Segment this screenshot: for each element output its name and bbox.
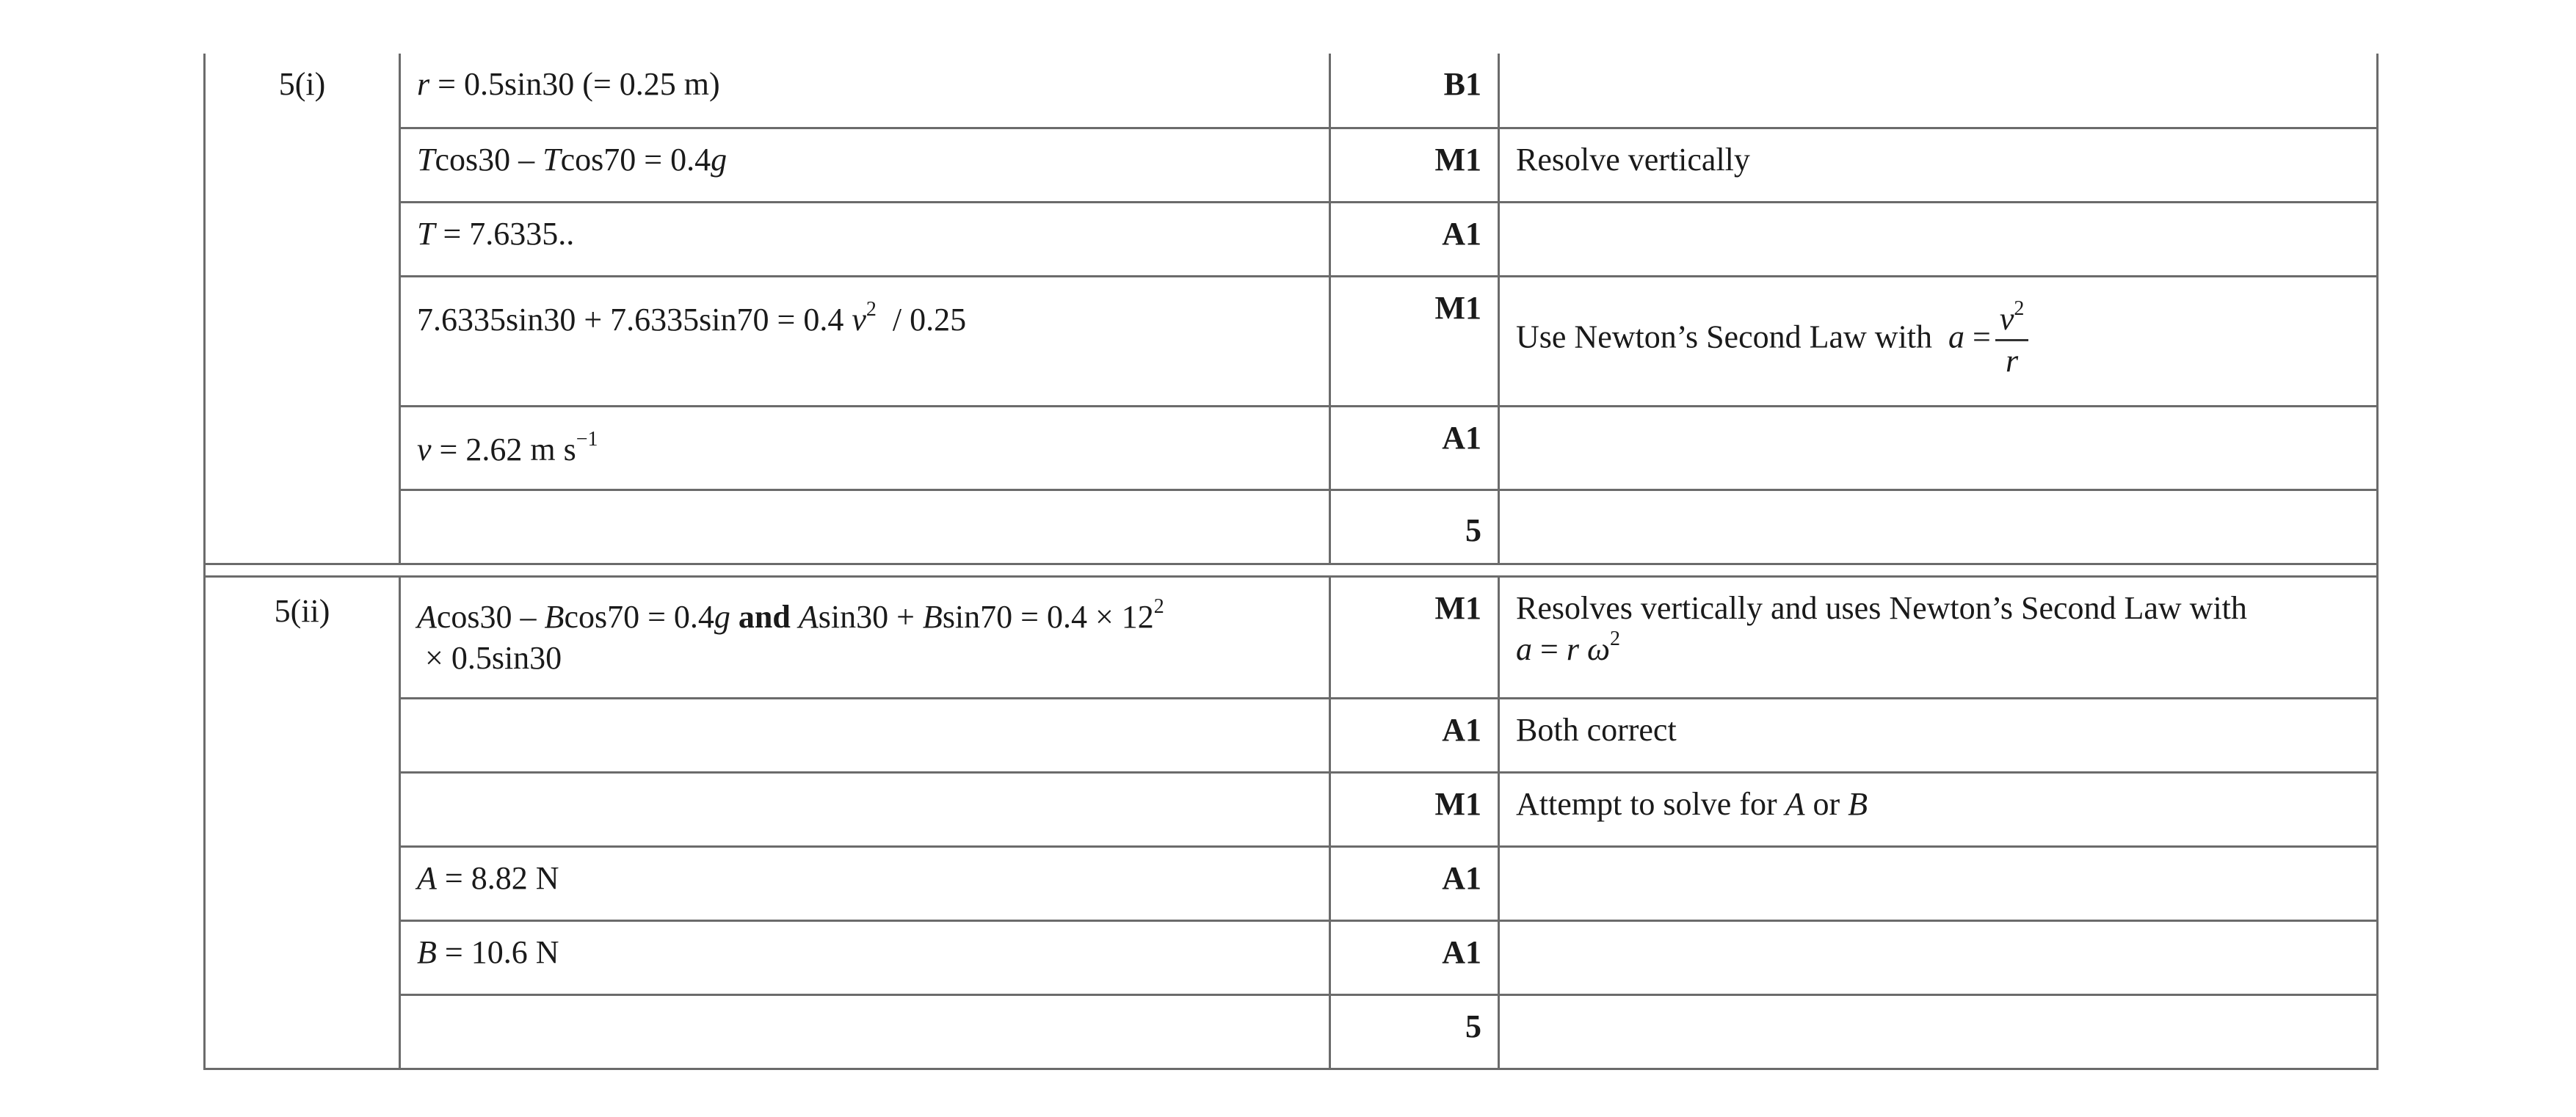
guidance-cell [1499,994,2378,1069]
table-row [205,920,2378,994]
mark-cell: A1 [1330,920,1499,994]
answer-cell: B = 10.6 N [400,920,1330,994]
total-mark-cell: 5 [1330,490,1499,564]
answer-cell [400,772,1330,846]
guidance-cell [1499,406,2378,490]
answer-cell: A = 8.82 N [400,846,1330,920]
guidance-cell [1499,490,2378,564]
table-row [205,54,2378,128]
answer-cell: v = 2.62 m $s^{-1}$ [400,406,1330,490]
answer-cell: r = 0.5sin30 (= 0.25 m) [400,54,1330,128]
guidance-cell: Resolve vertically [1499,128,2378,202]
guidance-cell [1499,846,2378,920]
answer-cell: 7.6335sin30 + 7.6335sin70 = 0.4 $v^2 / 0.25$ [400,276,1330,406]
mark-cell: M1 [1330,276,1499,406]
mark-cell: A1 [1330,406,1499,490]
mark-cell: M1 [1330,576,1499,698]
table-row [205,846,2378,920]
guidance-cell: Both correct [1499,698,2378,772]
mark-cell: A1 [1330,846,1499,920]
question-number: 5(ii) [205,576,400,1069]
answer-cell [400,490,1330,564]
section-separator [205,564,2378,576]
table-row [205,576,2378,698]
fraction: $\frac{v^2}{r}$ [1995,299,2029,381]
table-row [205,994,2378,1069]
table-row [205,202,2378,276]
answer-cell [400,994,1330,1069]
guidance-cell: Resolves vertically and uses Newton’s Second Law with a = r $\omega^2$ [1499,576,2378,698]
question-number: 5(i) [205,54,400,564]
mark-cell: M1 [1330,128,1499,202]
answer-cell: Tcos30 – Tcos70 = 0.4g [400,128,1330,202]
table-row [205,406,2378,490]
answer-cell [400,698,1330,772]
separator-cell [205,564,2378,576]
table-row [205,698,2378,772]
answer-cell: T = 7.6335.. [400,202,1330,276]
table-row [205,772,2378,846]
table-row [205,276,2378,406]
mark-cell: M1 [1330,772,1499,846]
mark-cell: A1 [1330,698,1499,772]
table-row [205,128,2378,202]
guidance-cell [1499,54,2378,128]
mark-cell: B1 [1330,54,1499,128]
table-row [205,490,2378,564]
total-mark-cell: 5 [1330,994,1499,1069]
guidance-cell [1499,920,2378,994]
answer-cell: Acos30 – Bcos70 = 0.4g and $Asin30 + Bsin70 = 0.4 \times 12^2$ × 0.5sin30 [400,576,1330,698]
guidance-cell: Use Newton’s Second Law with a = $\frac{v^2}{r}$ [1499,276,2378,406]
mark-cell: A1 [1330,202,1499,276]
guidance-cell [1499,202,2378,276]
mark-scheme-table [203,54,2379,1070]
guidance-cell: Attempt to solve for A or B [1499,772,2378,846]
